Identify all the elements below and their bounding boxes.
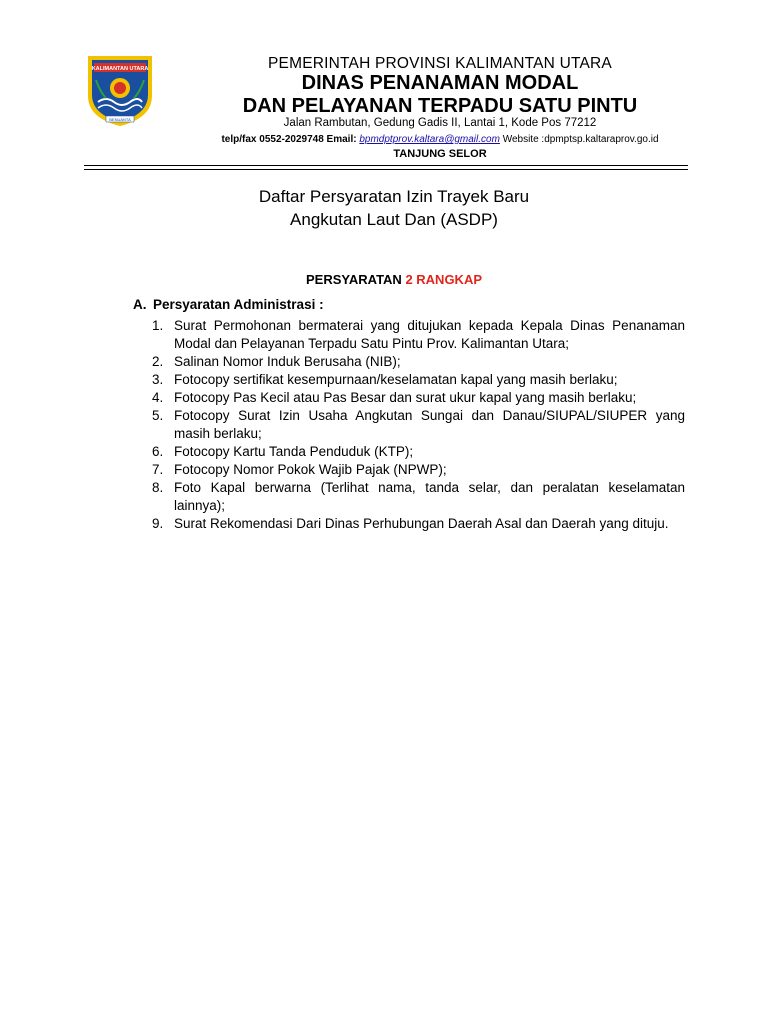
agency-name-line2: DAN PELAYANAN TERPADU SATU PINTU [242, 95, 638, 117]
item-text: Surat Rekomendasi Dari Dinas Perhubungan Daerah Asal dan Daerah yang dituju. [174, 516, 669, 531]
section-heading [133, 297, 324, 312]
section-label: A. [133, 297, 147, 312]
list-item [152, 461, 685, 479]
item-text: Surat Permohonan bermaterai yang ditujukan kepada Kepala Dinas Penanaman Modal dan Pelayanan Terpadu Satu Pintu Prov. Kalimantan Utara; [174, 318, 685, 351]
item-text: Fotocopy Kartu Tanda Penduduk (KTP); [174, 444, 414, 459]
agency-address: Jalan Rambutan, Gedung Gadis II, Lantai 1, Kode Pos 77212 [283, 117, 597, 129]
contact-line [100, 134, 768, 145]
list-item [152, 479, 685, 515]
letterhead-divider-thin [84, 169, 688, 170]
item-text: Fotocopy Nomor Pokok Wajib Pajak (NPWP); [174, 462, 447, 477]
logo-motto: BENUANTA [109, 117, 131, 122]
city-name: TANJUNG SELOR [393, 148, 487, 160]
list-item [152, 353, 685, 371]
requirement-note-emphasis: 2 RANGKAP [405, 272, 483, 287]
section-title: Persyaratan Administrasi : [153, 297, 324, 312]
website-text: Website :dpmptsp.kaltaraprov.go.id [499, 134, 659, 145]
list-item [152, 317, 685, 353]
item-number: 6. [152, 444, 164, 459]
list-item [152, 515, 685, 533]
email-link[interactable]: bpmdptprov.kaltara@gmail.com [359, 134, 500, 145]
list-item [152, 407, 685, 443]
agency-name-line1: DINAS PENANAMAN MODAL [301, 72, 579, 94]
government-name: PEMERINTAH PROVINSI KALIMANTAN UTARA [268, 55, 612, 72]
item-number: 9. [152, 516, 164, 531]
requirements-list [152, 317, 685, 533]
requirement-note [84, 272, 704, 287]
letterhead-divider-thick [84, 165, 688, 166]
item-number: 8. [152, 480, 164, 495]
list-item [152, 443, 685, 461]
item-number: 1. [152, 318, 164, 333]
phone-fax: telp/fax 0552-2029748 Email: [221, 134, 360, 145]
item-number: 3. [152, 372, 164, 387]
item-text: Fotocopy Surat Izin Usaha Angkutan Sungai dan Danau/SIUPAL/SIUPER yang masih berlaku; [174, 408, 685, 441]
item-text: Salinan Nomor Induk Berusaha (NIB); [174, 354, 401, 369]
logo-ribbon-text: KALIMANTAN UTARA [91, 66, 149, 72]
requirement-note-prefix: PERSYARATAN [305, 272, 406, 287]
document-title-line1: Daftar Persyaratan Izin Trayek Baru [258, 187, 530, 206]
list-item [152, 371, 685, 389]
item-number: 4. [152, 390, 164, 405]
item-number: 2. [152, 354, 164, 369]
list-item [152, 389, 685, 407]
item-text: Fotocopy Pas Kecil atau Pas Besar dan surat ukur kapal yang masih berlaku; [174, 390, 637, 405]
item-number: 5. [152, 408, 164, 423]
item-number: 7. [152, 462, 164, 477]
document-title-line2: Angkutan Laut Dan (ASDP) [290, 210, 498, 229]
item-text: Foto Kapal berwarna (Terlihat nama, tanda selar, dan peralatan keselamatan lainnya); [174, 480, 685, 513]
item-text: Fotocopy sertifikat kesempurnaan/keselamatan kapal yang masih berlaku; [174, 372, 618, 387]
